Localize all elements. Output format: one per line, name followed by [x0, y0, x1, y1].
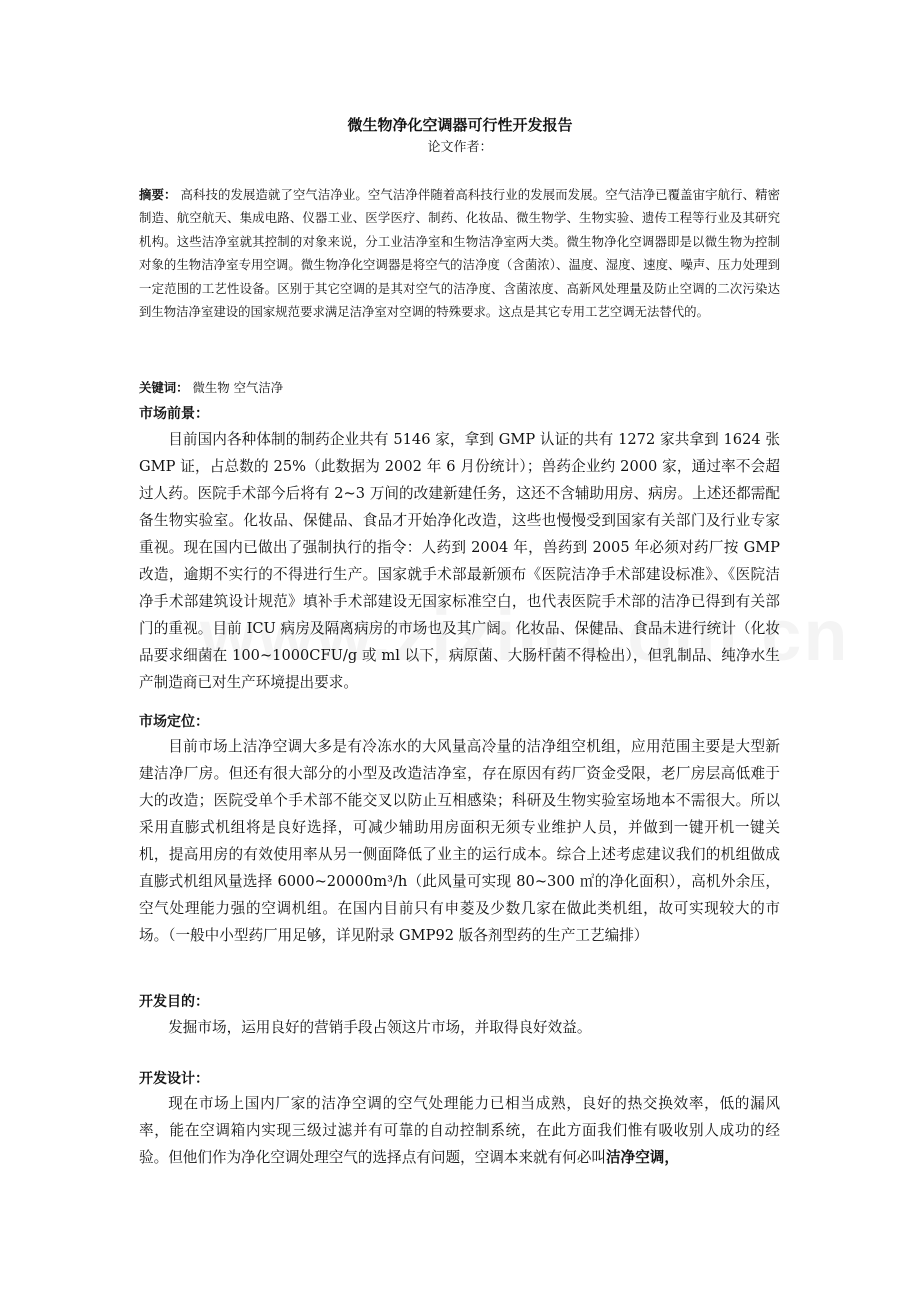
author-line: 论文作者： — [427, 140, 493, 155]
keywords-text: 微生物 空气洁净 — [188, 380, 284, 395]
keywords — [139, 378, 780, 398]
section-heading-market-position: 市场定位： — [139, 714, 209, 730]
section-text-market-position: 目前市场上洁净空调大多是有冷冻水的大风量高冷量的洁净组空机组，应用范围主要是大型新建洁净厂房。但还有很大部分的小型及改造洁净室，存在原因有药厂资金受限，老厂房层高低难于大的改造；医院受单个手术部不能交叉以防止互相感染；科研及生物实验室场地本不需很大。所以采用直膨式机组将是良好选择，可减少辅助用房面积无须专业维护人员，并做到一键开机一键关机，提高用房的有效使用率从另一侧面降低了业主的运行成本。综合上述考虑建议我们的机组做成直膨式机组风量选择 6000~20000m³/h（此风量可实现 80~300 ㎡的净化面积），高机外余压，空气处理能力强的空调机组。在国内目前只有申菱及少数几家在做此类机组，故可实现较大的市场。（一般中小型药厂用足够，详见附录 GMP92 版各剂型药的生产工艺编排） — [139, 738, 780, 944]
section-heading-dev-design: 开发设计： — [139, 1071, 209, 1087]
dev-design-bold-tail: 洁净空调， — [606, 1149, 679, 1166]
abstract — [139, 183, 780, 323]
document-title: 微生物净化空调器可行性开发报告 — [347, 116, 573, 134]
abstract-text: 高科技的发展造就了空气洁净业。空气洁净伴随着高科技行业的发展而发展。空气洁净已覆盖宙宇航行、精密制造、航空航天、集成电路、仪器工业、医学医疗、制药、化妆品、微生物学、生物实验、遗传工程等行业及其研究机构。这些洁净室就其控制的对象来说，分工业洁净室和生物洁净室两大类。微生物净化空调器即是以微生物为控制对象的生物洁净室专用空调。微生物净化空调器是将空气的洁净度（含菌浓）、温度、湿度、速度、噪声、压力处理到一定范围的工艺性设备。区别于其它空调的是其对空气的洁净度、含菌浓度、高新风处理量及防止空调的二次污染达到生物洁净室建设的国家规范要求满足洁净室对空调的特殊要求。这点是其它专用工艺空调无法替代的。 — [139, 187, 780, 320]
dev-design-text: 现在市场上国内厂家的洁净空调的空气处理能力已相当成熟，良好的热交换效率，低的漏风率，能在空调箱内实现三级过滤并有可靠的自动控制系统，在此方面我们惟有吸收别人成功的经验。但他们作为净化空调处理空气的选择点有问题，空调本来就有何必叫 — [139, 1095, 780, 1166]
keywords-label: 关键词： — [139, 380, 189, 395]
section-text-market-outlook: 目前国内各种体制的制药企业共有 5146 家，拿到 GMP 认证的共有 1272 家共拿到 1624 张 GMP 证，占总数的 25%（此数据为 2002 年 6 月份统计）；兽药企业约 2000 家，通过率不会超过人药。医院手术部今后将有 2~3 万间的改建新建任务，这还不含辅助用房、病房。上述还都需配备生物实验室。化妆品、保健品、食品才开始净化改造，这些也慢慢受到国家有关部门及行业专家重视。现在国内已做出了强制执行的指令：人药到 2004 年，兽药到 2005 年必须对药厂按 GMP 改造，逾期不实行的不得进行生产。国家就手术部最新颁布《医院洁净手术部建设标准》、《医院洁净手术部建筑设计规范》填补手术部建设无国家标准空白，也代表医院手术部的洁净已得到有关部门的重视。目前 ICU 病房及隔离病房的市场也及其广阔。化妆品、保健品、食品未进行统计（化妆品要求细菌在 100~1000CFU/g 或 ml 以下，病原菌、大肠杆菌不得检出），但乳制品、纯净水生产制造商已对生产环境提出要求。 — [139, 431, 780, 691]
section-text-dev-design — [139, 1090, 780, 1171]
section-heading-dev-purpose: 开发目的： — [139, 994, 209, 1010]
abstract-label: 摘要： — [139, 187, 177, 202]
section-heading-market-outlook: 市场前景： — [139, 406, 209, 422]
section-text-dev-purpose: 发掘市场，运用良好的营销手段占领这片市场，并取得良好效益。 — [168, 1019, 592, 1036]
